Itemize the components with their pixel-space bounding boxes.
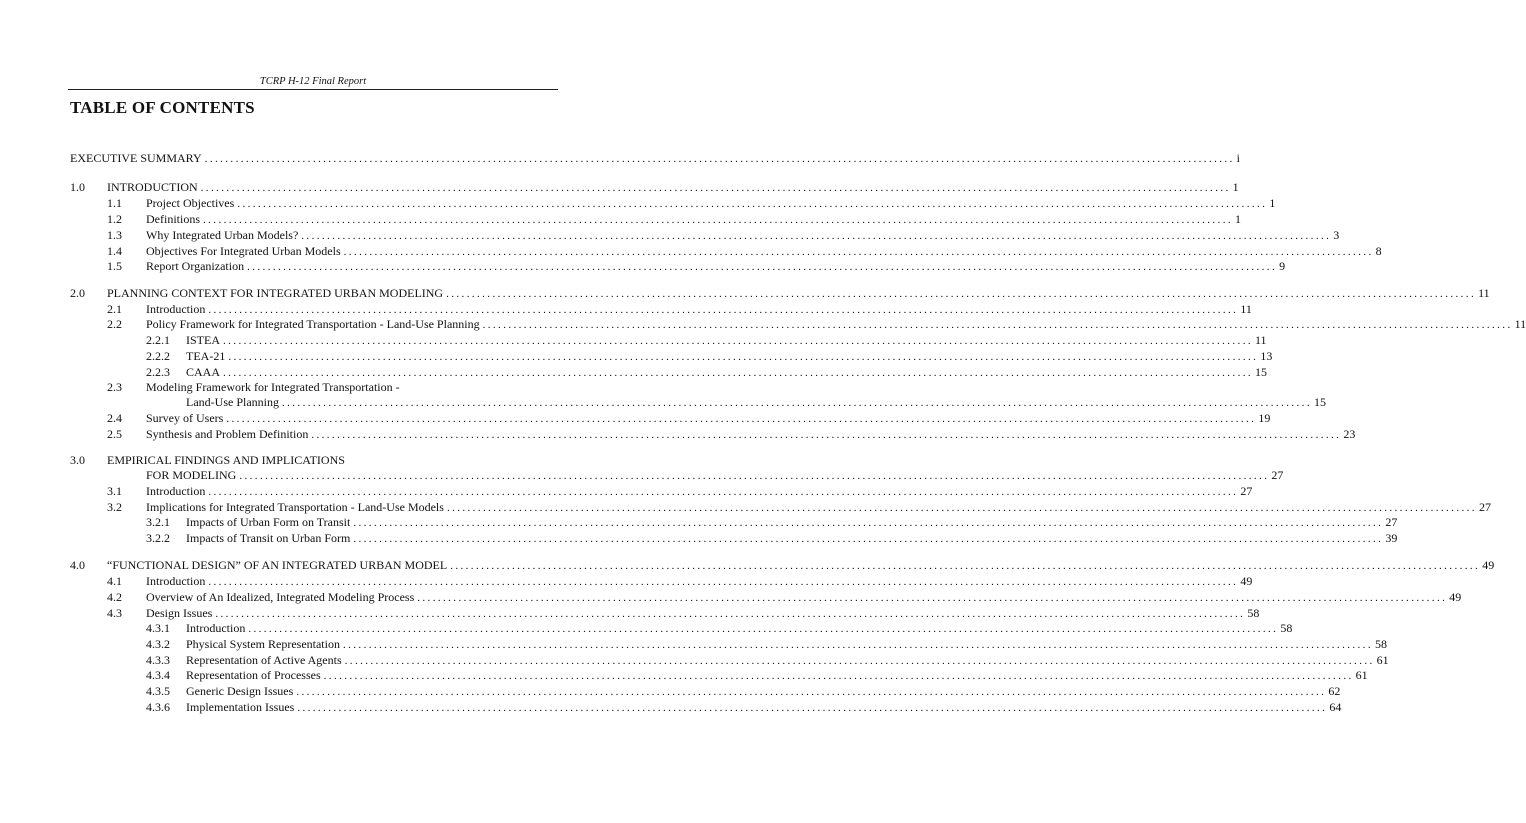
dot-leader: ........................................................................................................................................................................................................	[200, 182, 1231, 194]
toc-entry-title: Project Objectives	[146, 196, 235, 210]
toc-entry-title: Definitions	[146, 212, 200, 226]
toc-entry-number: 4.2	[107, 590, 122, 604]
dot-leader: ........................................................................................................................................................................................................	[248, 623, 1279, 635]
toc-entry	[0, 243, 1382, 259]
toc-entry	[0, 316, 1526, 332]
toc-entry-number: 2.4	[107, 411, 122, 425]
toc-entry-page: 15	[1313, 395, 1326, 409]
toc-entry-number: 4.3.2	[146, 637, 170, 651]
toc-entry	[0, 364, 1268, 380]
header-rule	[68, 89, 558, 90]
toc-entry-page: 27	[1478, 500, 1491, 514]
toc-entry-page: 3	[1333, 228, 1340, 242]
toc-entry-title: Objectives For Integrated Urban Models	[146, 244, 341, 258]
dot-leader: ........................................................................................................................................................................................................	[223, 335, 1253, 347]
dot-leader: ........................................................................................................................................................................................................	[281, 397, 1312, 409]
dot-leader: ........................................................................................................................................................................................................	[208, 486, 1239, 498]
toc-entry-page: 1	[1232, 180, 1239, 194]
toc-entry-number: 1.5	[107, 259, 122, 273]
toc-entry-title: Report Organization	[146, 259, 245, 273]
toc-entry-number: 2.2	[107, 317, 122, 331]
toc-entry-number: 1.0	[70, 180, 85, 194]
dot-leader: ........................................................................................................................................................................................................	[343, 246, 1374, 258]
toc-entry-page: i	[1236, 151, 1241, 165]
toc-entry-number: 3.2.2	[146, 531, 170, 545]
toc-entry-number: 1.2	[107, 212, 122, 226]
toc-entry	[0, 285, 1490, 301]
toc-entry-title: CAAA	[186, 365, 221, 379]
toc-entry-page: 62	[1328, 684, 1341, 698]
toc-entry-title: TEA-21	[186, 349, 226, 363]
toc-entry-number: 3.1	[107, 484, 122, 498]
toc-entry-page: 27	[1385, 515, 1398, 529]
toc-entry	[0, 394, 1326, 410]
toc-entry-number: 2.2.3	[146, 365, 170, 379]
toc-entry-page: 1	[1235, 212, 1241, 226]
dot-leader: ........................................................................................................................................................................................................	[446, 502, 1477, 514]
toc-entry-number: 4.3.4	[146, 668, 170, 682]
toc-entry-page: 49	[1240, 574, 1253, 588]
toc-entry-title: Survey of Users	[146, 411, 224, 425]
toc-entry-page: 49	[1482, 558, 1495, 572]
toc-entry-page: 19	[1258, 411, 1271, 425]
dot-leader: ........................................................................................................................................................................................................	[482, 319, 1513, 331]
toc-entry-title: Overview of An Idealized, Integrated Modeling Process	[146, 590, 415, 604]
toc-entry	[0, 589, 1462, 605]
toc-entry-number: 2.2.1	[146, 333, 170, 347]
toc-entry-title: Design Issues	[146, 606, 213, 620]
toc-entry	[0, 483, 1253, 499]
toc-entry	[0, 332, 1267, 348]
toc-entry-page: 58	[1280, 621, 1293, 635]
dot-leader: ........................................................................................................................................................................................................	[297, 702, 1328, 714]
toc-entry-title: Introduction	[146, 574, 206, 588]
toc-entry-title: Impacts of Urban Form on Transit	[186, 515, 351, 529]
toc-entry-number: 4.3.1	[146, 621, 170, 635]
toc-entry-number: 4.3	[107, 606, 122, 620]
toc-entry-title: Why Integrated Urban Models?	[146, 228, 299, 242]
toc-entry-number: 3.2	[107, 500, 122, 514]
toc-entry-page: 8	[1375, 244, 1382, 258]
toc-entry-title: FOR MODELING	[146, 468, 237, 482]
toc-entry-page: 61	[1376, 653, 1389, 667]
toc-entry-title: Impacts of Transit on Urban Form	[186, 531, 351, 545]
dot-leader: ........................................................................................................................................................................................................	[204, 153, 1235, 165]
toc-entry-number: 2.3	[107, 380, 122, 394]
toc-entry	[0, 211, 1241, 227]
toc-entry-page: 9	[1279, 259, 1286, 273]
page-title: TABLE OF CONTENTS	[70, 98, 255, 117]
dot-leader: ........................................................................................................................................................................................................	[203, 214, 1233, 226]
dot-leader: ........................................................................................................................................................................................................	[247, 261, 1278, 273]
toc-entry	[0, 348, 1273, 364]
toc-entry	[0, 467, 1284, 483]
toc-entry-number: 4.3.3	[146, 653, 170, 667]
toc-entry	[0, 620, 1293, 636]
toc-entry-title: Representation of Active Agents	[186, 653, 342, 667]
toc-entry-page: 15	[1255, 365, 1268, 379]
toc-entry	[0, 499, 1491, 515]
dot-leader: ........................................................................................................................................................................................................	[223, 367, 1254, 379]
toc-entry	[0, 557, 1495, 573]
toc-entry-number: 2.5	[107, 427, 122, 441]
toc-entry	[0, 179, 1239, 195]
toc-entry	[0, 258, 1286, 274]
toc-entry	[0, 426, 1356, 442]
toc-entry-page: 11	[1478, 286, 1490, 300]
toc-entry-title: Policy Framework for Integrated Transportation - Land-Use Planning	[146, 317, 480, 331]
toc-entry-number: 4.0	[70, 558, 85, 572]
toc-entry	[0, 573, 1253, 589]
dot-leader: ........................................................................................................................................................................................................	[228, 351, 1259, 363]
dot-leader: ........................................................................................................................................................................................................	[239, 470, 1270, 482]
toc-entry-page: 27	[1271, 468, 1284, 482]
running-header: TCRP H-12 Final Report	[259, 76, 367, 87]
toc-entry	[0, 150, 1241, 166]
dot-leader: ........................................................................................................................................................................................................	[237, 198, 1268, 210]
toc-entry	[0, 605, 1260, 621]
toc-entry	[0, 636, 1387, 652]
toc-entry-number: 2.0	[70, 286, 85, 300]
dot-leader: ........................................................................................................................................................................................................	[353, 533, 1384, 545]
toc-entry-title: Physical System Representation	[186, 637, 340, 651]
toc-entry-page: 61	[1355, 668, 1368, 682]
toc-entry-page: 11	[1514, 317, 1526, 331]
toc-entry-page: 11	[1240, 302, 1252, 316]
dot-leader: ........................................................................................................................................................................................................	[311, 429, 1342, 441]
toc-entry	[0, 652, 1389, 668]
toc-entry	[0, 195, 1276, 211]
toc-entry	[0, 667, 1368, 683]
dot-leader: ........................................................................................................................................................................................................	[208, 576, 1239, 588]
toc-entry-number: 1.4	[107, 244, 122, 258]
toc-entry-page: 23	[1343, 427, 1356, 441]
toc-entry-number: 1.3	[107, 228, 122, 242]
toc-entry-page: 58	[1247, 606, 1260, 620]
toc-entry-page: 39	[1385, 531, 1398, 545]
toc-entry-page: 27	[1240, 484, 1253, 498]
dot-leader: ........................................................................................................................................................................................................	[208, 304, 1239, 316]
toc-entry-title: EMPIRICAL FINDINGS AND IMPLICATIONS	[107, 453, 345, 467]
toc-entry-page: 1	[1269, 196, 1276, 210]
toc-entry-page: 13	[1260, 349, 1273, 363]
toc-entry-title: Synthesis and Problem Definition	[146, 427, 309, 441]
toc-entry-page: 58	[1374, 637, 1387, 651]
dot-leader: ........................................................................................................................................................................................................	[226, 413, 1257, 425]
toc-entry-title: Representation of Processes	[186, 668, 321, 682]
toc-entry-page: 64	[1329, 700, 1342, 714]
toc-entry	[0, 530, 1398, 546]
dot-leader: ........................................................................................................................................................................................................	[353, 517, 1384, 529]
toc-entry-number: 4.3.6	[146, 700, 170, 714]
toc-entry	[0, 452, 558, 468]
dot-leader: ........................................................................................................................................................................................................	[344, 655, 1375, 667]
toc-entry-title: Implementation Issues	[186, 700, 295, 714]
toc-entry-page: 49	[1449, 590, 1462, 604]
toc-entry-title: Implications for Integrated Transportation - Land-Use Models	[146, 500, 444, 514]
toc-entry	[0, 410, 1271, 426]
toc-entry-number: 3.0	[70, 453, 85, 467]
toc-entry-title: Introduction	[146, 484, 206, 498]
dot-leader: ........................................................................................................................................................................................................	[450, 560, 1481, 572]
toc-entry	[0, 699, 1342, 715]
dot-leader: ........................................................................................................................................................................................................	[417, 592, 1448, 604]
dot-leader: ........................................................................................................................................................................................................	[296, 686, 1327, 698]
toc-entry-title: ISTEA	[186, 333, 220, 347]
toc-entry	[0, 227, 1340, 243]
toc-entry-title: Introduction	[146, 302, 206, 316]
toc-entry-title: Introduction	[186, 621, 246, 635]
toc-entry-page: 11	[1255, 333, 1267, 347]
toc-entry-number: 3.2.1	[146, 515, 170, 529]
toc-entry-title: Modeling Framework for Integrated Transportation -	[146, 380, 400, 394]
toc-entry-title: Land-Use Planning	[186, 395, 279, 409]
toc-entry	[0, 379, 558, 395]
toc-entry	[0, 514, 1398, 530]
toc-entry-number: 2.2.2	[146, 349, 170, 363]
toc-entry-number: 4.1	[107, 574, 122, 588]
dot-leader: ........................................................................................................................................................................................................	[215, 608, 1246, 620]
toc-entry-number: 2.1	[107, 302, 122, 316]
toc-entry-title: PLANNING CONTEXT FOR INTEGRATED URBAN MODELING	[107, 286, 444, 300]
toc-entry-title: EXECUTIVE SUMMARY	[70, 151, 202, 165]
dot-leader: ........................................................................................................................................................................................................	[342, 639, 1373, 651]
toc-entry-title: “FUNCTIONAL DESIGN” OF AN INTEGRATED URBAN MODEL	[107, 558, 448, 572]
toc-entry	[0, 683, 1341, 699]
toc-entry-title: INTRODUCTION	[107, 180, 198, 194]
dot-leader: ........................................................................................................................................................................................................	[323, 670, 1354, 682]
dot-leader: ........................................................................................................................................................................................................	[446, 288, 1477, 300]
toc-entry	[0, 301, 1252, 317]
toc-entry-number: 1.1	[107, 196, 122, 210]
dot-leader: ........................................................................................................................................................................................................	[301, 230, 1332, 242]
toc-entry-number: 4.3.5	[146, 684, 170, 698]
toc-entry-title: Generic Design Issues	[186, 684, 294, 698]
